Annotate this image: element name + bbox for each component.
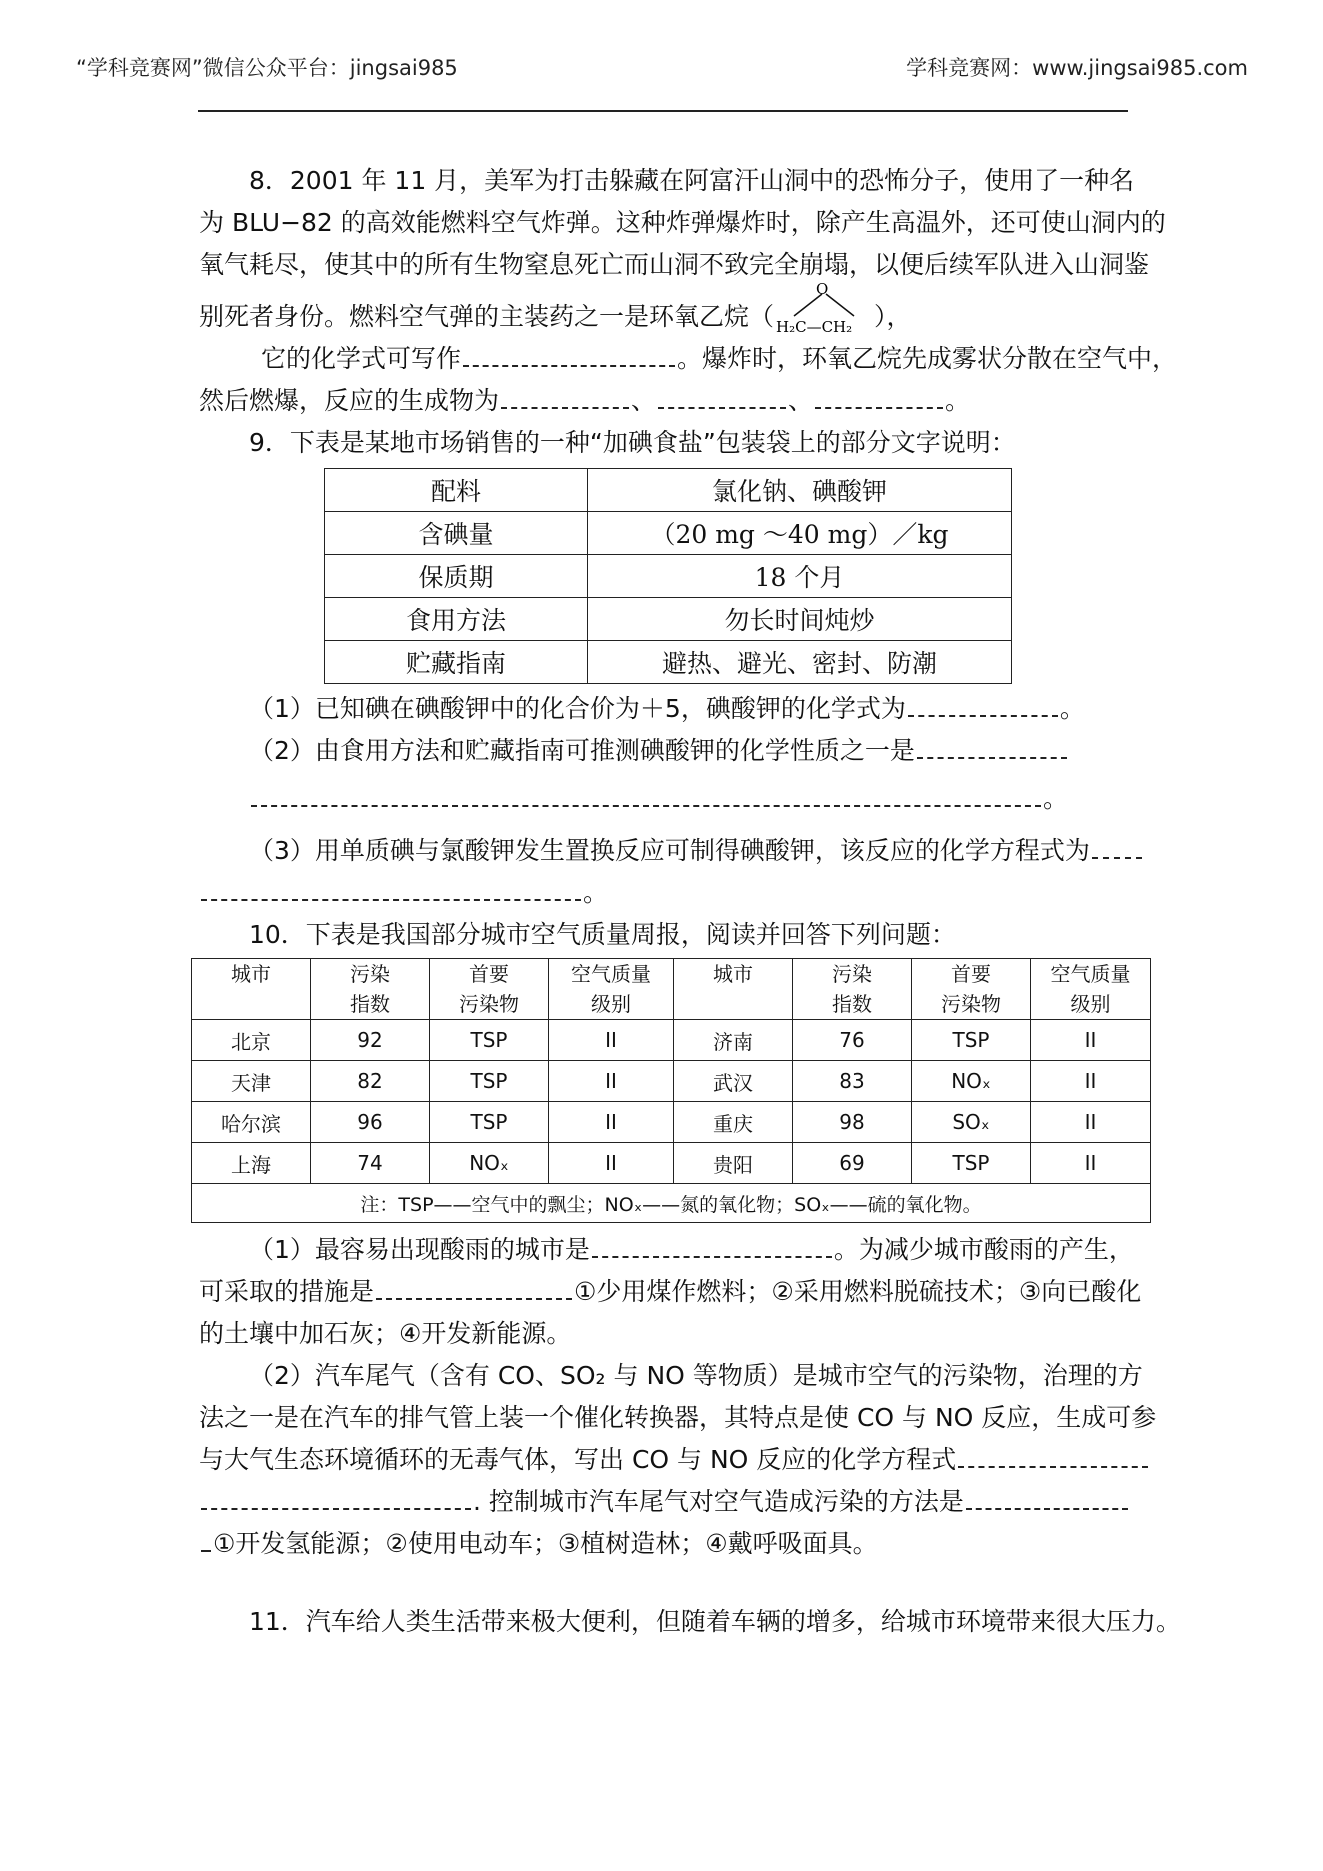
city-cell: 贵阳 — [674, 1143, 793, 1184]
formula-oxygen: O — [816, 280, 829, 298]
q8-line-5 — [199, 338, 1178, 380]
answer-blank[interactable] — [917, 731, 1067, 759]
q8-line-2: 为 BLU−82 的高效能燃料空气炸弹。这种炸弹爆炸时，除产生高温外，还可使山洞内的 — [199, 208, 1166, 237]
level-cell: II — [549, 1020, 674, 1061]
index-cell: 98 — [793, 1102, 912, 1143]
table-row — [325, 469, 1012, 512]
answer-blank[interactable] — [1092, 831, 1142, 859]
index-cell: 83 — [793, 1061, 912, 1102]
answer-blank[interactable] — [251, 779, 1041, 807]
header-left: “学科竞赛网”微信公众平台：jingsai985 — [76, 56, 458, 80]
header-divider — [198, 110, 1128, 112]
pollutant-cell: TSP — [430, 1020, 549, 1061]
table-row — [192, 1143, 1151, 1184]
city-cell: 上海 — [192, 1143, 311, 1184]
level-cell: II — [1031, 1020, 1151, 1061]
q10-p2-line-4 — [199, 1481, 1143, 1523]
q9-sub-2 — [199, 730, 1143, 772]
header-index: 污染 指数 — [793, 959, 912, 1020]
ethylene-oxide-structure — [774, 280, 874, 338]
iodized-salt-table — [324, 468, 1012, 684]
air-quality-table — [191, 958, 1151, 1223]
q10-p1-line-2 — [199, 1271, 1143, 1313]
q10-p2-line-5 — [199, 1523, 1143, 1565]
q9-sub-1-text: （1）已知碘在碘酸钾中的化合价为＋5，碘酸钾的化学式为 — [249, 694, 906, 723]
table-cell: 食用方法 — [325, 598, 588, 641]
header-city: 城市 — [674, 959, 793, 1020]
q10-p2-text-e: ①开发氢能源；②使用电动车；③植树造林；④戴呼吸面具。 — [213, 1529, 878, 1558]
table-cell: 配料 — [325, 469, 588, 512]
q8-line-4-text: 别死者身份。燃料空气弹的主装药之一是环氧乙烷（ — [199, 302, 775, 331]
answer-blank[interactable] — [958, 1440, 1148, 1468]
q8-line-4 — [199, 280, 1143, 338]
pollutant-cell: NOₓ — [912, 1061, 1031, 1102]
answer-blank[interactable] — [592, 1230, 832, 1258]
q10-p2-line-2: 法之一是在汽车的排气管上装一个催化转换器，其特点是使 CO 与 NO 反应，生成可参 — [199, 1403, 1157, 1432]
table-cell: 避热、避光、密封、防潮 — [588, 641, 1012, 684]
level-cell: II — [1031, 1061, 1151, 1102]
period: 。 — [945, 386, 971, 415]
q9-sub-3 — [199, 830, 1143, 872]
q9-sub-3-text: （3）用单质碘与氯酸钾发生置换反应可制得碘酸钾，该反应的化学方程式为 — [249, 836, 1090, 865]
table-cell: 勿长时间炖炒 — [588, 598, 1012, 641]
q9-sub-2-text: （2）由食用方法和贮藏指南可推测碘酸钾的化学性质之一是 — [249, 736, 915, 765]
pollutant-cell: SOₓ — [912, 1102, 1031, 1143]
q10-p1-text-a: （1）最容易出现酸雨的城市是 — [249, 1235, 590, 1264]
index-cell: 74 — [311, 1143, 430, 1184]
q11-line-1: 11．汽车给人类生活带来极大便利，但随着车辆的增多，给城市环境带来很大压力。 — [249, 1607, 1181, 1636]
table-row — [325, 555, 1012, 598]
header-pollutant: 首要 污染物 — [430, 959, 549, 1020]
index-cell: 82 — [311, 1061, 430, 1102]
q10-p2-line-3 — [199, 1439, 1143, 1481]
q10-p1-text-c: 可采取的措施是 — [199, 1277, 375, 1306]
q9-sub-3-cont — [199, 872, 1143, 914]
level-cell: II — [549, 1102, 674, 1143]
q10-p1-line-1 — [199, 1229, 1143, 1271]
level-cell: II — [549, 1143, 674, 1184]
table-row — [325, 512, 1012, 555]
header-city: 城市 — [192, 959, 311, 1020]
level-cell: II — [549, 1061, 674, 1102]
q8-line-5-text-a: 它的化学式可写作 — [261, 344, 462, 373]
table-note-row — [192, 1184, 1151, 1223]
answer-blank[interactable] — [201, 1482, 471, 1510]
index-cell: 96 — [311, 1102, 430, 1143]
table-cell: 18 个月 — [588, 555, 1012, 598]
pollutant-cell: TSP — [912, 1143, 1031, 1184]
city-cell: 武汉 — [674, 1061, 793, 1102]
table-cell: 含碘量 — [325, 512, 588, 555]
q9-sub-1 — [199, 688, 1143, 730]
period: 。 — [1043, 784, 1069, 813]
city-cell: 天津 — [192, 1061, 311, 1102]
q8-line-6-text: 然后燃爆，反应的生成物为 — [199, 386, 500, 415]
q10-p1-line-3: 的土壤中加石灰；④开发新能源。 — [199, 1319, 572, 1348]
q9-sub-2-cont — [199, 778, 1143, 820]
table-note: 注：TSP——空气中的飘尘；NOₓ——氮的氧化物；SOₓ——硫的氧化物。 — [192, 1184, 1151, 1223]
header-pollutant: 首要 污染物 — [912, 959, 1031, 1020]
answer-blank[interactable] — [815, 381, 943, 409]
q8-line-1: 8．2001 年 11 月，美军为打击躲藏在阿富汗山洞中的恐怖分子，使用了一种名 — [249, 166, 1135, 195]
header-index: 污染 指数 — [311, 959, 430, 1020]
answer-blank[interactable] — [966, 1482, 1128, 1510]
index-cell: 92 — [311, 1020, 430, 1061]
city-cell: 济南 — [674, 1020, 793, 1061]
index-cell: 76 — [793, 1020, 912, 1061]
index-cell: 69 — [793, 1143, 912, 1184]
city-cell: 哈尔滨 — [192, 1102, 311, 1143]
table-row — [325, 598, 1012, 641]
table-header-row — [192, 959, 1151, 1020]
q10-p1-text-d: ①少用煤作燃料；②采用燃料脱硫技术；③向已酸化 — [574, 1277, 1142, 1306]
answer-blank[interactable] — [201, 873, 581, 901]
table-row — [325, 641, 1012, 684]
q8-line-3: 氧气耗尽，使其中的所有生物窒息死亡而山洞不致完全崩塌，以便后续军队进入山洞鉴 — [199, 250, 1150, 279]
table-cell: 保质期 — [325, 555, 588, 598]
q10-intro: 10．下表是我国部分城市空气质量周报，阅读并回答下列问题： — [249, 920, 956, 949]
answer-blank[interactable] — [658, 381, 786, 409]
q8-line-5-text-b: 。爆炸时，环氧乙烷先成雾状分散在空气中， — [677, 344, 1178, 373]
q10-p1-text-b: 。为减少城市酸雨的产生， — [833, 1235, 1134, 1264]
pollutant-cell: TSP — [912, 1020, 1031, 1061]
answer-blank[interactable] — [463, 339, 675, 367]
table-cell: 氯化钠、碘酸钾 — [588, 469, 1012, 512]
q8-line-4-end: ）， — [874, 302, 912, 331]
answer-blank[interactable] — [908, 689, 1058, 717]
pollutant-cell: TSP — [430, 1061, 549, 1102]
pollutant-cell: NOₓ — [430, 1143, 549, 1184]
level-cell: II — [1031, 1102, 1151, 1143]
answer-blank[interactable] — [201, 1524, 211, 1552]
table-row — [192, 1020, 1151, 1061]
level-cell: II — [1031, 1143, 1151, 1184]
city-cell: 重庆 — [674, 1102, 793, 1143]
table-cell: （20 mg ～40 mg）／kg — [588, 512, 1012, 555]
table-row — [192, 1102, 1151, 1143]
city-cell: 北京 — [192, 1020, 311, 1061]
pollutant-cell: TSP — [430, 1102, 549, 1143]
answer-blank[interactable] — [501, 381, 629, 409]
period: 。 — [1059, 694, 1085, 723]
q9-intro: 9．下表是某地市场销售的一种“加碘食盐”包装袋上的部分文字说明： — [249, 428, 1016, 457]
q10-p2-text-c: 与大气生态环境循环的无毒气体，写出 CO 与 NO 反应的化学方程式 — [199, 1445, 957, 1474]
table-row — [192, 1061, 1151, 1102]
document-body — [199, 160, 1181, 1643]
q10-p2-text-d: . 控制城市汽车尾气对空气造成污染的方法是 — [473, 1487, 964, 1516]
header-right: 学科竞赛网：www.jingsai985.com — [906, 56, 1248, 80]
q8-line-6 — [199, 380, 1143, 422]
header-level: 空气质量 级别 — [1031, 959, 1151, 1020]
q10-p2-line-1: （2）汽车尾气（含有 CO、SO₂ 与 NO 等物质）是城市空气的污染物，治理的方 — [249, 1361, 1143, 1390]
separator: 、 — [788, 386, 814, 415]
table-cell: 贮藏指南 — [325, 641, 588, 684]
formula-chain: H₂C—CH₂ — [776, 318, 853, 336]
header-level: 空气质量 级别 — [549, 959, 674, 1020]
answer-blank[interactable] — [376, 1272, 572, 1300]
separator: 、 — [631, 386, 657, 415]
period: 。 — [583, 878, 609, 907]
